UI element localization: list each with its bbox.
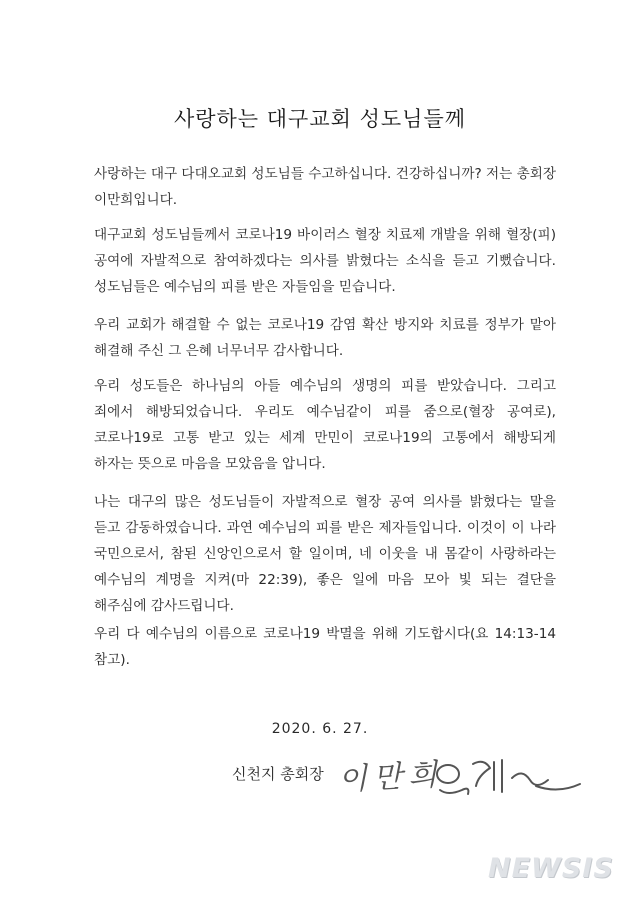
paragraph-prayer: 우리 다 예수님의 이름으로 코로나19 박멸을 위해 기도합시다(요 14:13-14 참고). — [94, 626, 556, 668]
paragraph-greeting: 사랑하는 대구 다대오교회 성도님들 수고하십니다. 건강하십니까? 저는 총회장 이만희입니다. — [94, 166, 556, 208]
paragraph-thanks-government: 우리 교회가 해결할 수 없는 코로나19 감염 확산 방지와 치료를 정부가 맡아 해결해 주신 그 은혜 너무너무 감사합니다. — [94, 317, 556, 359]
signature-name-handwritten: 이만희 — [337, 757, 444, 798]
signature-stroke-2 — [473, 762, 490, 786]
letter-title: 사랑하는 대구교회 성도님들께 — [173, 107, 467, 131]
signature-stroke-loop — [437, 765, 459, 783]
paragraph-plasma-donation: 대구교회 성도님들께서 코로나19 바이러스 혈장 치료제 개발을 위해 혈장(피) 공여에 자발적으로 참여하겠다는 의사를 밝혔다는 소식을 듣고 기뻤습니다. 성도님들은 예수님의 피를 받은 자들임을 믿습니다. — [94, 227, 556, 295]
newsis-watermark: NEWSIS — [488, 853, 614, 884]
signature-stroke-1 — [440, 789, 468, 794]
letter-date: 2020. 6. 27. — [271, 721, 369, 737]
signature-stroke-5 — [536, 784, 580, 790]
signature-stroke-4 — [512, 773, 548, 785]
signature-org: 신천지 총회장 — [232, 765, 324, 783]
paragraph-blood-of-jesus: 우리 성도들은 하나님의 아들 예수님의 생명의 피를 받았습니다. 그리고 죄에서 해방되었습니다. 우리도 예수님같이 피를 줌으로(혈장 공여로), 코로나19로 고통 받고 있는 세계 만민이 코로나19의 고통에서 해방되게 하자는 뜻으로 마음을 모았음을 압니다. — [94, 378, 556, 472]
paragraph-moved: 나는 대구의 많은 성도님들이 자발적으로 혈장 공여 의사를 밝혔다는 말을 듣고 감동하였습니다. 과연 예수님의 피를 받은 제자들입니다. 이것이 이 나라 국민으로서, 참된 신앙인으로서 할 일이며, 네 이웃을 내 몸같이 사랑하라는 예수님의 계명을 지켜(마 22:39), 좋은 일에 마음 모아 빛 되는 결단을 해주심에 감사드립니다. — [94, 494, 556, 614]
signature-stroke-3 — [494, 760, 502, 792]
handwritten-signature-icon — [418, 750, 588, 810]
